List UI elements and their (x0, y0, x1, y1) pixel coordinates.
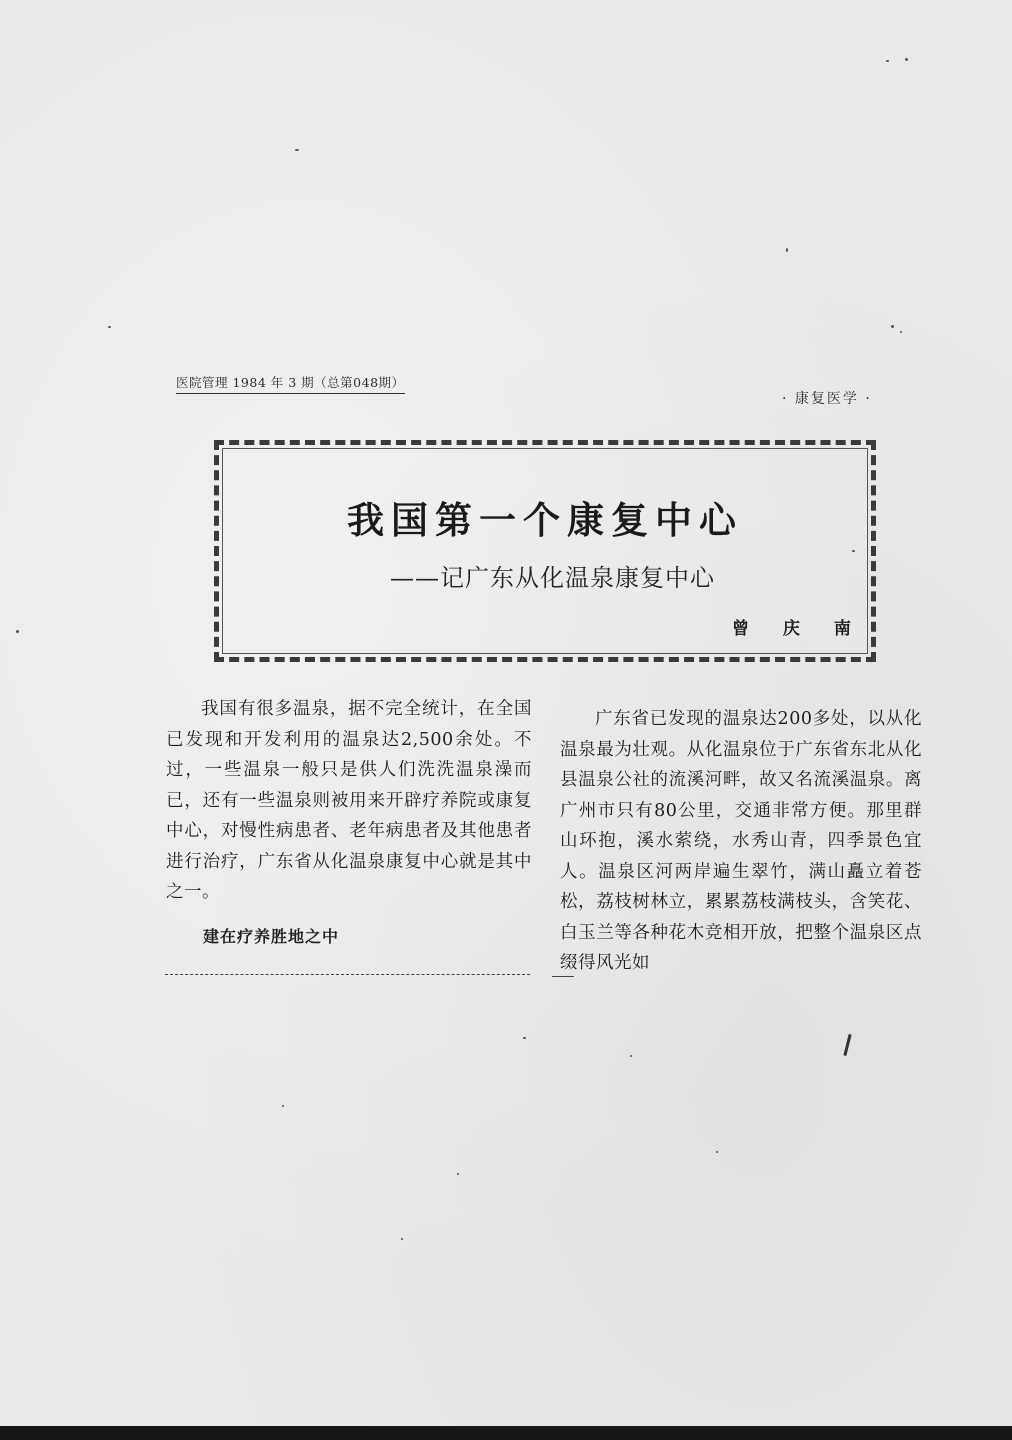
right-column (560, 704, 922, 979)
scan-speck (630, 1055, 632, 1057)
scan-speck (716, 1151, 718, 1153)
scan-speck (295, 149, 299, 151)
scan-speck (786, 248, 788, 252)
pen-mark (843, 1034, 851, 1056)
scan-speck (16, 630, 19, 633)
scan-speck (900, 331, 902, 333)
column-footer-rule (165, 974, 530, 975)
scan-speck (282, 1105, 284, 1107)
scan-speck (108, 326, 111, 328)
journal-running-header: 医院管理 1984 年 3 期（总第048期） (176, 373, 405, 394)
scan-speck (905, 58, 908, 61)
section-label: · 康复医学 · (782, 391, 872, 407)
section-heading: 建在疗养胜地之中 (203, 927, 340, 946)
article-title: 我国第一个康复中心 (347, 498, 743, 542)
body-paragraph: 广东省已发现的温泉达200多处，以从化温泉最为壮观。从化温泉位于广东省东北从化县温泉公社的流溪河畔，故又名流溪温泉。离广州市只有80公里，交通非常方便。那里群山环抱，溪水萦绕，水秀山青，四季景色宜人。温泉区河两岸遍生翠竹，满山矗立着苍松，荔枝树林立，累累荔枝满枝头，含笑花、白玉兰等各种花木竞相开放，把整个温泉区点缀得风光如 (560, 709, 922, 973)
scan-speck (886, 60, 889, 62)
column-footer-rule (552, 976, 574, 977)
body-paragraph: 我国有很多温泉，据不完全统计，在全国已发现和开发利用的温泉达2,500余处。不过，一些温泉一般只是供人们洗洗温泉澡而已，还有一些温泉则被用来开辟疗养院或康复中心，对慢性病患者、老年病患者及其他患者进行治疗，广东省从化温泉康复中心就是其中之一。 (166, 699, 532, 902)
article-author: 曾 庆 南 (732, 619, 865, 639)
scan-speck (523, 1037, 526, 1039)
scan-bottom-edge (0, 1426, 1012, 1440)
scan-speck (891, 325, 894, 328)
scan-speck (401, 1238, 403, 1240)
article-subtitle: ——记广东从化温泉康复中心 (390, 564, 715, 592)
left-column (166, 694, 532, 908)
scan-speck (457, 1173, 459, 1175)
